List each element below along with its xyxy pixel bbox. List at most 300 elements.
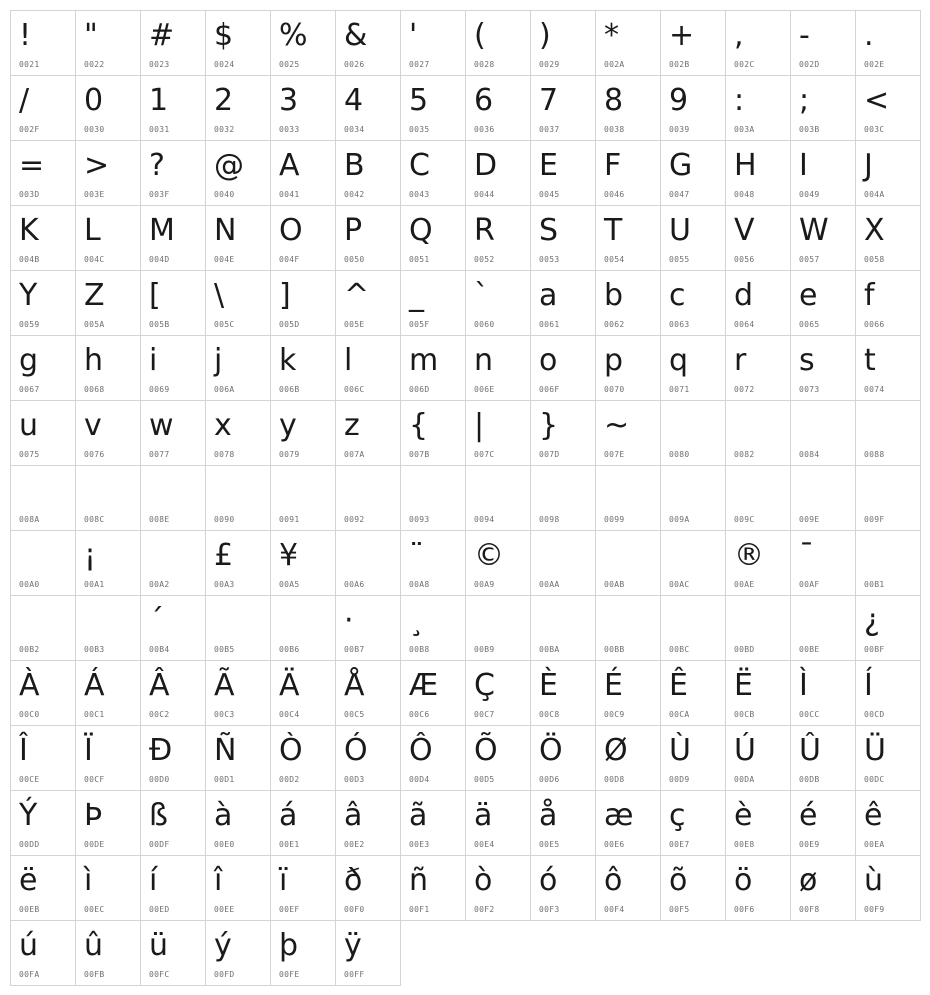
glyph-cell <box>661 11 726 76</box>
glyph-cell <box>596 141 661 206</box>
glyph-code-label: 0053 <box>539 255 560 264</box>
glyph-cell <box>401 76 466 141</box>
glyph-cell <box>726 466 791 531</box>
glyph-code-label: 006F <box>539 385 560 394</box>
glyph-cell <box>791 791 856 856</box>
glyph-cell <box>791 141 856 206</box>
glyph-char: ð <box>344 863 363 898</box>
glyph-code-label: 0041 <box>279 190 300 199</box>
glyph-code-label: 008A <box>19 515 40 524</box>
glyph-code-label: 00FA <box>19 970 40 979</box>
glyph-code-label: 00BD <box>734 645 755 654</box>
glyph-code-label: 00DB <box>799 775 820 784</box>
glyph-cell <box>141 141 206 206</box>
glyph-char: ® <box>734 538 764 573</box>
glyph-cell <box>596 206 661 271</box>
glyph-cell <box>531 596 596 661</box>
glyph-code-label: 0026 <box>344 60 365 69</box>
glyph-char: & <box>344 18 368 53</box>
glyph-code-label: 005A <box>84 320 105 329</box>
glyph-code-label: 00BF <box>864 645 885 654</box>
glyph-char: | <box>474 408 485 443</box>
glyph-code-label: 004C <box>84 255 105 264</box>
glyph-cell <box>206 401 271 466</box>
glyph-code-label: 004D <box>149 255 170 264</box>
glyph-cell <box>336 921 401 986</box>
glyph-char: é <box>799 798 818 833</box>
glyph-code-label: 0073 <box>799 385 820 394</box>
glyph-char: I <box>799 148 808 183</box>
glyph-char: } <box>539 408 559 443</box>
glyph-char: Û <box>799 733 821 768</box>
glyph-cell <box>791 596 856 661</box>
glyph-char: j <box>214 343 223 378</box>
glyph-code-label: 0098 <box>539 515 560 524</box>
glyph-code-label: 00BC <box>669 645 690 654</box>
glyph-code-label: 00EE <box>214 905 235 914</box>
glyph-cell <box>856 531 921 596</box>
glyph-cell <box>596 76 661 141</box>
glyph-cell <box>206 661 271 726</box>
glyph-char: õ <box>669 863 688 898</box>
glyph-char: Î <box>19 733 28 768</box>
glyph-char: " <box>84 18 98 53</box>
glyph-cell <box>726 271 791 336</box>
glyph-code-label: 0050 <box>344 255 365 264</box>
glyph-cell <box>726 596 791 661</box>
glyph-cell <box>11 726 76 791</box>
glyph-cell <box>11 921 76 986</box>
glyph-char: N <box>214 213 237 248</box>
glyph-cell <box>11 531 76 596</box>
glyph-cell <box>141 401 206 466</box>
glyph-char: Ê <box>669 668 688 703</box>
glyph-code-label: 0022 <box>84 60 105 69</box>
glyph-cell <box>596 271 661 336</box>
glyph-char: ó <box>539 863 558 898</box>
glyph-cell <box>856 856 921 921</box>
glyph-char: Ö <box>539 733 563 768</box>
glyph-code-label: 00C4 <box>279 710 300 719</box>
glyph-char: @ <box>214 148 244 183</box>
glyph-char: ¸ <box>409 603 424 638</box>
glyph-code-label: 00E2 <box>344 840 365 849</box>
glyph-code-label: 0046 <box>604 190 625 199</box>
glyph-code-label: 00AA <box>539 580 560 589</box>
glyph-code-label: 00D3 <box>344 775 365 784</box>
glyph-cell <box>76 11 141 76</box>
glyph-code-label: 006C <box>344 385 365 394</box>
glyph-char: Í <box>864 668 873 703</box>
glyph-char: Á <box>84 668 105 703</box>
glyph-cell <box>141 336 206 401</box>
glyph-code-label: 00A5 <box>279 580 300 589</box>
glyph-code-label: 00C3 <box>214 710 235 719</box>
glyph-cell <box>466 531 531 596</box>
glyph-code-label: 00E0 <box>214 840 235 849</box>
glyph-cell <box>726 856 791 921</box>
glyph-cell <box>336 11 401 76</box>
glyph-cell <box>206 336 271 401</box>
glyph-code-label: 00EB <box>19 905 40 914</box>
glyph-code-label: 0047 <box>669 190 690 199</box>
glyph-char: î <box>214 863 223 898</box>
glyph-code-label: 00B5 <box>214 645 235 654</box>
glyph-cell <box>726 726 791 791</box>
glyph-code-label: 0094 <box>474 515 495 524</box>
glyph-code-label: 00CB <box>734 710 755 719</box>
glyph-char: ¨ <box>409 538 424 573</box>
glyph-cell <box>726 531 791 596</box>
glyph-char: ` <box>474 278 489 313</box>
glyph-code-label: 0038 <box>604 125 625 134</box>
glyph-cell <box>856 206 921 271</box>
glyph-char: 3 <box>279 83 299 118</box>
glyph-cell <box>76 726 141 791</box>
glyph-char: á <box>279 798 298 833</box>
glyph-cell <box>726 336 791 401</box>
glyph-code-label: 00C6 <box>409 710 430 719</box>
glyph-code-label: 0072 <box>734 385 755 394</box>
glyph-cell <box>856 791 921 856</box>
glyph-cell <box>206 921 271 986</box>
glyph-char: _ <box>409 278 424 313</box>
glyph-cell <box>206 726 271 791</box>
glyph-code-label: 00E1 <box>279 840 300 849</box>
glyph-code-label: 009F <box>864 515 885 524</box>
glyph-char: E <box>539 148 558 183</box>
glyph-code-label: 00D2 <box>279 775 300 784</box>
glyph-code-label: 00F3 <box>539 905 560 914</box>
glyph-char: ) <box>539 18 551 53</box>
glyph-code-label: 0090 <box>214 515 235 524</box>
glyph-code-label: 00C0 <box>19 710 40 719</box>
glyph-code-label: 005E <box>344 320 365 329</box>
glyph-char: ë <box>19 863 38 898</box>
glyph-cell <box>11 791 76 856</box>
glyph-code-label: 00CC <box>799 710 820 719</box>
glyph-cell <box>336 661 401 726</box>
glyph-code-label: 00E5 <box>539 840 560 849</box>
glyph-code-label: 0025 <box>279 60 300 69</box>
glyph-char: M <box>149 213 175 248</box>
glyph-char: Ã <box>214 668 235 703</box>
glyph-char: A <box>279 148 300 183</box>
glyph-cell <box>401 401 466 466</box>
glyph-cell <box>661 206 726 271</box>
glyph-char: b <box>604 278 624 313</box>
glyph-cell <box>11 11 76 76</box>
glyph-cell <box>401 791 466 856</box>
glyph-char: ì <box>84 863 93 898</box>
glyph-cell <box>336 531 401 596</box>
glyph-code-label: 00D0 <box>149 775 170 784</box>
glyph-code-label: 0034 <box>344 125 365 134</box>
glyph-cell <box>531 531 596 596</box>
glyph-code-label: 0078 <box>214 450 235 459</box>
glyph-char: Ñ <box>214 733 237 768</box>
glyph-code-label: 0044 <box>474 190 495 199</box>
glyph-char: ä <box>474 798 493 833</box>
glyph-char: / <box>19 83 30 118</box>
glyph-code-label: 006B <box>279 385 300 394</box>
glyph-char: l <box>344 343 353 378</box>
glyph-char: ? <box>149 148 165 183</box>
glyph-char: Õ <box>474 733 498 768</box>
glyph-code-label: 00F9 <box>864 905 885 914</box>
glyph-code-label: 0099 <box>604 515 625 524</box>
glyph-char: Ï <box>84 733 93 768</box>
glyph-char: v <box>84 408 102 443</box>
glyph-code-label: 00F1 <box>409 905 430 914</box>
glyph-char: Ø <box>604 733 628 768</box>
glyph-code-label: 003B <box>799 125 820 134</box>
glyph-char: 4 <box>344 83 364 118</box>
glyph-char: ¡ <box>84 538 97 573</box>
glyph-code-label: 0051 <box>409 255 430 264</box>
glyph-char: P <box>344 213 363 248</box>
glyph-code-label: 00C8 <box>539 710 560 719</box>
glyph-cell <box>661 141 726 206</box>
glyph-code-label: 0024 <box>214 60 235 69</box>
glyph-code-label: 007A <box>344 450 365 459</box>
glyph-code-label: 00AB <box>604 580 625 589</box>
glyph-cell <box>76 141 141 206</box>
glyph-cell <box>76 271 141 336</box>
glyph-char: â <box>344 798 363 833</box>
glyph-cell <box>206 76 271 141</box>
glyph-char: K <box>19 213 39 248</box>
glyph-cell <box>271 271 336 336</box>
glyph-char: d <box>734 278 754 313</box>
glyph-cell <box>661 401 726 466</box>
glyph-char: à <box>214 798 233 833</box>
glyph-char: 5 <box>409 83 429 118</box>
glyph-char: c <box>669 278 686 313</box>
glyph-code-label: 00A1 <box>84 580 105 589</box>
glyph-code-label: 0069 <box>149 385 170 394</box>
glyph-cell <box>271 726 336 791</box>
glyph-char: ô <box>604 863 623 898</box>
glyph-cell <box>466 661 531 726</box>
glyph-char: 8 <box>604 83 624 118</box>
glyph-cell <box>856 726 921 791</box>
glyph-char: % <box>279 18 308 53</box>
glyph-char: x <box>214 408 232 443</box>
glyph-cell <box>336 466 401 531</box>
glyph-code-label: 0063 <box>669 320 690 329</box>
glyph-cell <box>466 76 531 141</box>
glyph-char: è <box>734 798 753 833</box>
glyph-cell <box>531 726 596 791</box>
glyph-code-label: 0049 <box>799 190 820 199</box>
glyph-cell <box>726 661 791 726</box>
glyph-cell <box>531 76 596 141</box>
glyph-code-label: 0084 <box>799 450 820 459</box>
glyph-char: Â <box>149 668 170 703</box>
glyph-char: u <box>19 408 39 443</box>
glyph-cell <box>141 206 206 271</box>
glyph-cell <box>401 271 466 336</box>
glyph-char: Z <box>84 278 105 313</box>
glyph-char: y <box>279 408 297 443</box>
glyph-code-label: 00D5 <box>474 775 495 784</box>
glyph-char: R <box>474 213 495 248</box>
glyph-code-label: 0076 <box>84 450 105 459</box>
glyph-char: W <box>799 213 829 248</box>
glyph-cell <box>466 401 531 466</box>
glyph-char: Ù <box>669 733 691 768</box>
glyph-cell <box>791 531 856 596</box>
glyph-char: F <box>604 148 622 183</box>
glyph-cell <box>141 921 206 986</box>
glyph-code-label: 0027 <box>409 60 430 69</box>
glyph-char: ö <box>734 863 753 898</box>
glyph-cell <box>791 336 856 401</box>
glyph-cell <box>466 596 531 661</box>
glyph-char: i <box>149 343 158 378</box>
glyph-code-label: 0021 <box>19 60 40 69</box>
glyph-char: ] <box>279 278 291 313</box>
glyph-cell <box>856 401 921 466</box>
glyph-code-label: 00B8 <box>409 645 430 654</box>
glyph-code-label: 002B <box>669 60 690 69</box>
glyph-code-label: 0061 <box>539 320 560 329</box>
glyph-cell <box>336 401 401 466</box>
glyph-cell <box>206 11 271 76</box>
glyph-char: t <box>864 343 876 378</box>
glyph-cell <box>206 206 271 271</box>
glyph-code-label: 002E <box>864 60 885 69</box>
glyph-code-label: 0082 <box>734 450 755 459</box>
glyph-cell <box>661 466 726 531</box>
glyph-cell <box>856 596 921 661</box>
glyph-code-label: 0059 <box>19 320 40 329</box>
glyph-code-label: 0074 <box>864 385 885 394</box>
glyph-char: o <box>539 343 558 378</box>
glyph-char: z <box>344 408 360 443</box>
glyph-char: ú <box>19 928 39 963</box>
glyph-cell <box>856 661 921 726</box>
glyph-code-label: 004E <box>214 255 235 264</box>
glyph-char: È <box>539 668 558 703</box>
glyph-char: f <box>864 278 875 313</box>
glyph-code-label: 00DE <box>84 840 105 849</box>
glyph-cell <box>466 791 531 856</box>
glyph-cell <box>271 856 336 921</box>
glyph-code-label: 00DD <box>19 840 40 849</box>
glyph-code-label: 00A2 <box>149 580 170 589</box>
glyph-code-label: 00B9 <box>474 645 495 654</box>
glyph-code-label: 007E <box>604 450 625 459</box>
glyph-code-label: 00A8 <box>409 580 430 589</box>
glyph-cell <box>206 856 271 921</box>
glyph-char: . <box>864 18 874 53</box>
glyph-char: Ô <box>409 733 433 768</box>
glyph-code-label: 00C2 <box>149 710 170 719</box>
glyph-cell <box>791 11 856 76</box>
glyph-cell <box>206 791 271 856</box>
glyph-cell <box>661 336 726 401</box>
glyph-cell <box>336 726 401 791</box>
glyph-code-label: 00BE <box>799 645 820 654</box>
glyph-code-label: 005B <box>149 320 170 329</box>
glyph-cell <box>466 336 531 401</box>
glyph-cell <box>11 271 76 336</box>
glyph-cell <box>531 206 596 271</box>
glyph-cell <box>206 271 271 336</box>
glyph-cell <box>401 141 466 206</box>
glyph-cell <box>596 401 661 466</box>
glyph-cell <box>466 856 531 921</box>
glyph-cell <box>76 336 141 401</box>
glyph-code-label: 0066 <box>864 320 885 329</box>
glyph-code-label: 0031 <box>149 125 170 134</box>
glyph-code-label: 00DF <box>149 840 170 849</box>
glyph-char: \ <box>214 278 225 313</box>
glyph-char: Ä <box>279 668 300 703</box>
glyph-cell <box>401 336 466 401</box>
glyph-cell <box>531 856 596 921</box>
glyph-code-label: 007B <box>409 450 430 459</box>
glyph-char: a <box>539 278 558 313</box>
glyph-char: S <box>539 213 559 248</box>
glyph-char: V <box>734 213 755 248</box>
glyph-cell <box>401 466 466 531</box>
glyph-cell <box>206 596 271 661</box>
glyph-char: B <box>344 148 365 183</box>
glyph-cell <box>401 11 466 76</box>
glyph-cell <box>141 466 206 531</box>
glyph-cell <box>466 141 531 206</box>
glyph-cell <box>531 11 596 76</box>
glyph-char: p <box>604 343 624 378</box>
glyph-cell <box>141 726 206 791</box>
glyph-cell <box>726 76 791 141</box>
glyph-code-label: 00F6 <box>734 905 755 914</box>
glyph-cell <box>76 921 141 986</box>
glyph-code-label: 002F <box>19 125 40 134</box>
glyph-code-label: 0035 <box>409 125 430 134</box>
glyph-cell <box>791 856 856 921</box>
glyph-code-label: 006D <box>409 385 430 394</box>
glyph-char: Ì <box>799 668 808 703</box>
glyph-cell <box>141 856 206 921</box>
glyph-cell <box>596 336 661 401</box>
glyph-cell <box>271 791 336 856</box>
glyph-cell <box>726 11 791 76</box>
glyph-cell <box>11 141 76 206</box>
glyph-code-label: 002C <box>734 60 755 69</box>
glyph-char: £ <box>214 538 234 573</box>
glyph-code-label: 0045 <box>539 190 560 199</box>
glyph-cell <box>531 466 596 531</box>
glyph-cell <box>271 661 336 726</box>
glyph-code-label: 005F <box>409 320 430 329</box>
glyph-char: * <box>604 18 619 53</box>
glyph-code-label: 0062 <box>604 320 625 329</box>
glyph-code-label: 0036 <box>474 125 495 134</box>
glyph-code-label: 004B <box>19 255 40 264</box>
glyph-code-label: 007C <box>474 450 495 459</box>
glyph-code-label: 0029 <box>539 60 560 69</box>
glyph-code-label: 0064 <box>734 320 755 329</box>
glyph-char: C <box>409 148 430 183</box>
glyph-cell <box>336 856 401 921</box>
glyph-code-label: 0055 <box>669 255 690 264</box>
glyph-code-label: 00D4 <box>409 775 430 784</box>
glyph-char: © <box>474 538 504 573</box>
